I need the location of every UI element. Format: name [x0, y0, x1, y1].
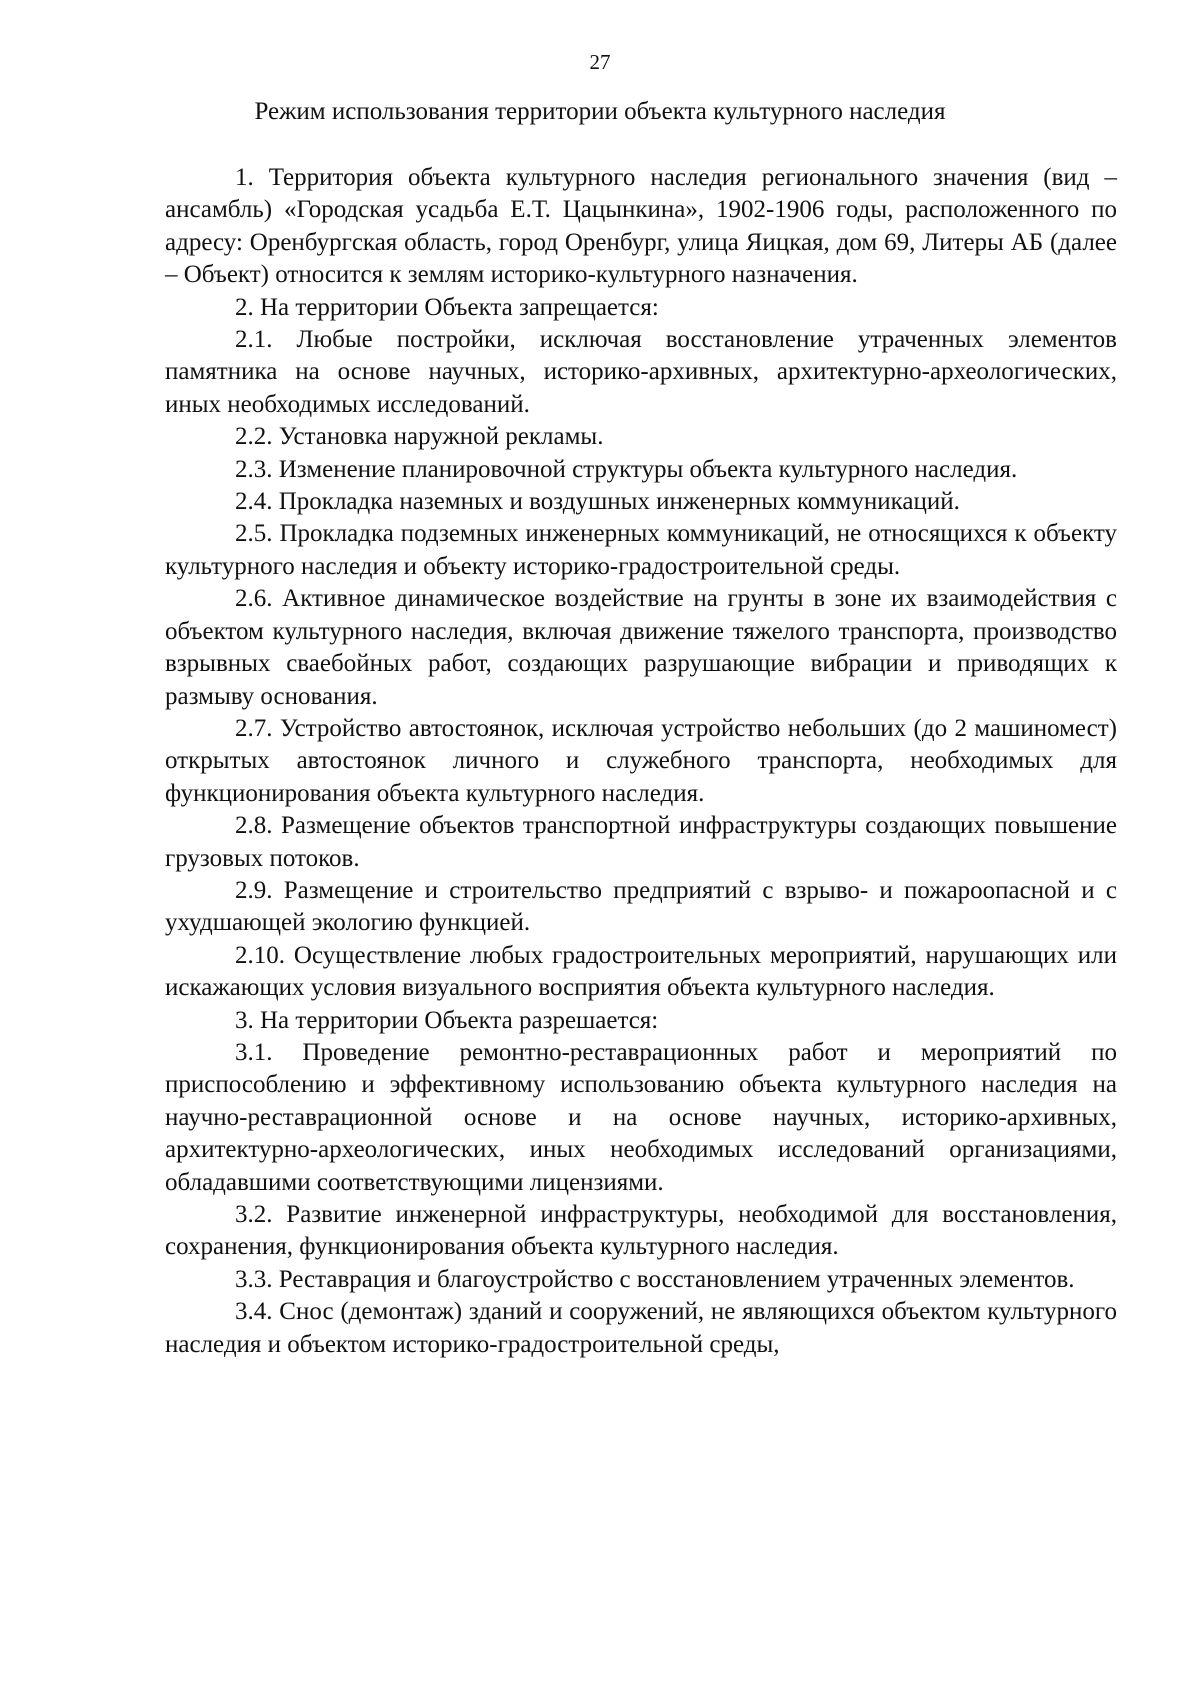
paragraph-3-1: 3.1. Проведение ремонтно-реставрационных работ и мероприятий по приспособлению и эффективному использованию объекта культурного наследия на научно-реставрационной основе и на основе научных, историко-архивных, архитектурно-археологических, иных необходимых исследований организациями, обладавшими соответствующими лицензиями. — [165, 1038, 1117, 1196]
paragraph-3-3: 3.3. Реставрация и благоустройство с восстановлением утраченных элементов. — [235, 1265, 1075, 1293]
paragraph-2-4: 2.4. Прокладка наземных и воздушных инженерных коммуникаций. — [235, 488, 960, 516]
document-body — [165, 162, 1117, 1361]
paragraph-2-10: 2.10. Осуществление любых градостроительных мероприятий, нарушающих или искажающих условия визуального восприятия объекта культурного наследия. — [165, 941, 1117, 1002]
paragraph-2-9: 2.9. Размещение и строительство предприятий с взрыво- и пожароопасной и с ухудшающей экологию функцией. — [165, 876, 1117, 937]
paragraph-3: 3. На территории Объекта разрешается: — [235, 1006, 659, 1034]
page-number: 27 — [589, 50, 611, 74]
paragraph-3-4: 3.4. Снос (демонтаж) зданий и сооружений, не являющихся объектом культурного наследия и объектом историко-градостроительной среды, — [165, 1298, 1117, 1358]
paragraph-2-7: 2.7. Устройство автостоянок, исключая устройство небольших (до 2 машиномест) открытых автостоянок личного и служебного транспорта, необходимых для функционирования объекта культурного наследия. — [165, 714, 1117, 807]
paragraph-2-8: 2.8. Размещение объектов транспортной инфраструктуры создающих повышение грузовых потоков. — [165, 812, 1117, 872]
paragraph-2-3: 2.3. Изменение планировочной структуры объекта культурного наследия. — [235, 455, 1018, 483]
paragraph-2-6: 2.6. Активное динамическое воздействие на грунты в зоне их взаимодействия с объектом культурного наследия, включая движение тяжелого транспорта, производство взрывных сваебойных работ, создающих разрушающие вибрации и приводящих к размыву основания. — [165, 585, 1117, 710]
document-title: Режим использования территории объекта культурного наследия — [254, 98, 946, 125]
paragraph-2-1: 2.1. Любые постройки, исключая восстановление утраченных элементов памятника на основе научных, историко-архивных, архитектурно-археологических, иных необходимых исследований. — [165, 326, 1117, 418]
paragraph-2: 2. На территории Объекта запрещается: — [235, 293, 659, 321]
paragraph-1: 1. Территория объекта культурного наследия регионального значения (вид – ансамбль) «Городская усадьба Е.Т. Цацынкина», 1902-1906 годы, расположенного по адресу: Оренбургская область, город Оренбург, улица Яицкая, дом 69, Литеры АБ (далее – Объект) относится к землям историко-культурного назначения. — [165, 164, 1117, 289]
paragraph-3-2: 3.2. Развитие инженерной инфраструктуры, необходимой для восстановления, сохранения, функционирования объекта культурного наследия. — [165, 1201, 1117, 1261]
paragraph-2-2: 2.2. Установка наружной рекламы. — [235, 423, 604, 451]
paragraph-2-5: 2.5. Прокладка подземных инженерных коммуникаций, не относящихся к объекту культурного наследия и объекту историко-градостроительной среды. — [165, 520, 1117, 580]
